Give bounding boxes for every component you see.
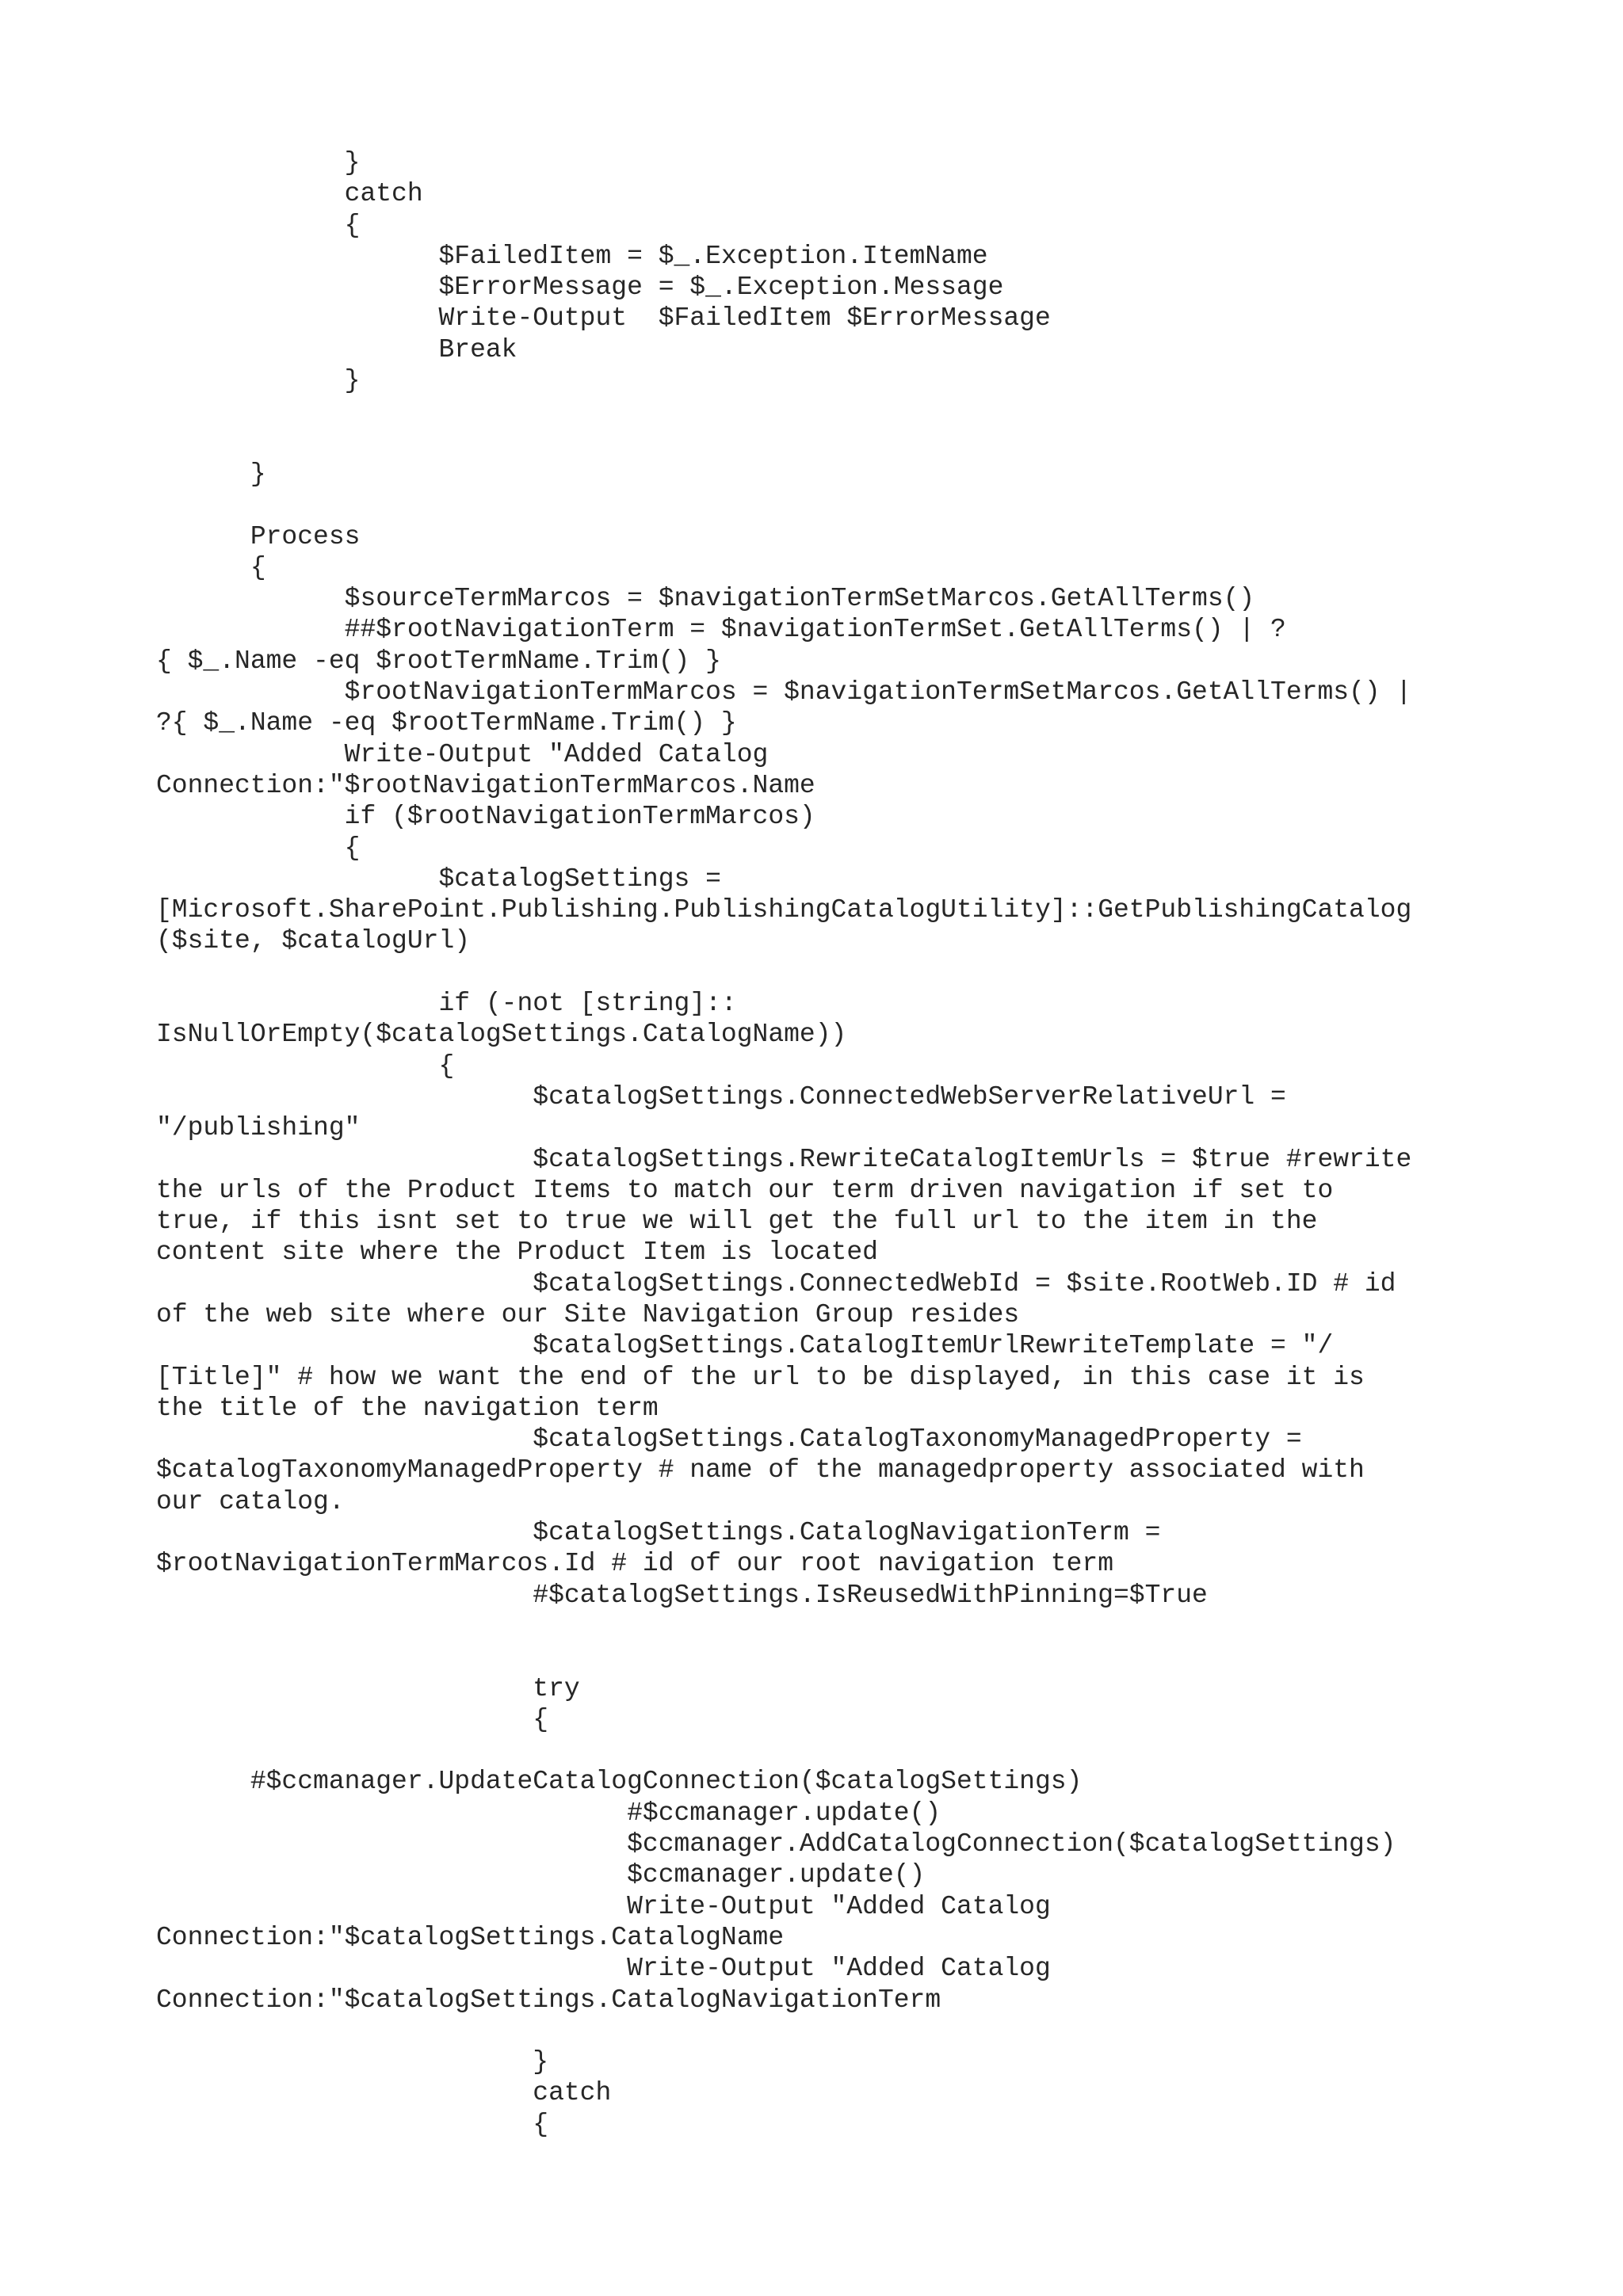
code-line — [156, 1642, 1487, 1672]
code-line: our catalog. — [156, 1486, 345, 1516]
code-line: Connection:"$rootNavigationTermMarcos.Name — [156, 770, 815, 800]
code-line: Break — [156, 334, 517, 364]
code-line: $catalogSettings.CatalogTaxonomyManagedProperty = — [156, 1425, 1302, 1455]
code-line: { — [156, 2109, 549, 2139]
code-line: { $_.Name -eq $rootTermName.Trim() } — [156, 646, 721, 676]
code-line: if ($rootNavigationTermMarcos) — [156, 802, 815, 832]
code-line: $catalogSettings.RewriteCatalogItemUrls = $true #rewrite — [156, 1144, 1412, 1174]
code-line: [Title]" # how we want the end of the url to be displayed, in this case it is — [156, 1362, 1365, 1392]
code-line: IsNullOrEmpty($catalogSettings.CatalogName)) — [156, 1020, 847, 1050]
code-line — [156, 490, 1487, 521]
code-line: $catalogTaxonomyManagedProperty # name of the managedproperty associated with — [156, 1455, 1365, 1486]
code-line: #$ccmanager.update() — [156, 1798, 941, 1828]
code-line: $catalogSettings = — [156, 864, 721, 894]
code-line: { — [156, 1704, 549, 1734]
code-line: $FailedItem = $_.Exception.ItemName — [156, 241, 988, 271]
code-line: { — [156, 1051, 455, 1081]
code-line: $rootNavigationTermMarcos.Id # id of our root navigation term — [156, 1549, 1113, 1579]
code-line: $sourceTermMarcos = $navigationTermSetMarcos.GetAllTerms() — [156, 584, 1255, 614]
code-line: { — [156, 552, 266, 582]
code-listing — [156, 147, 1487, 2140]
code-line: catch — [156, 2078, 612, 2108]
code-line: Connection:"$catalogSettings.CatalogNavigationTerm — [156, 1985, 941, 2015]
code-line: catch — [156, 179, 423, 209]
code-line: { — [156, 833, 361, 863]
code-line: [Microsoft.SharePoint.Publishing.PublishingCatalogUtility]::GetPublishingCatalog — [156, 895, 1412, 925]
code-line: of the web site where our Site Navigation Group resides — [156, 1299, 1020, 1329]
code-line: $catalogSettings.CatalogItemUrlRewriteTemplate = "/ — [156, 1331, 1334, 1361]
code-line — [156, 2016, 1487, 2046]
code-line: } — [156, 2047, 549, 2077]
code-line — [156, 1735, 1487, 1766]
code-line — [156, 957, 1487, 988]
code-line — [156, 428, 1487, 459]
code-line: Write-Output "Added Catalog — [156, 1954, 1051, 1984]
code-line: Write-Output "Added Catalog — [156, 739, 769, 769]
code-line: $ErrorMessage = $_.Exception.Message — [156, 273, 1004, 303]
code-line — [156, 1611, 1487, 1642]
code-line: if (-not [string]:: — [156, 989, 737, 1019]
code-line: true, if this isnt set to true we will get the full url to the item in the — [156, 1207, 1318, 1237]
code-line — [156, 396, 1487, 427]
code-line: Write-Output "Added Catalog — [156, 1891, 1051, 1921]
code-line: } — [156, 459, 266, 489]
code-line: the title of the navigation term — [156, 1393, 659, 1423]
code-line: { — [156, 210, 361, 240]
code-line: ?{ $_.Name -eq $rootTermName.Trim() } — [156, 708, 737, 738]
code-line: ($site, $catalogUrl) — [156, 926, 471, 956]
code-line: try — [156, 1673, 580, 1703]
code-line: Process — [156, 521, 361, 551]
code-line: "/publishing" — [156, 1113, 361, 1143]
code-line: $catalogSettings.ConnectedWebId = $site.RootWeb.ID # id — [156, 1268, 1396, 1299]
code-line: $ccmanager.AddCatalogConnection($catalogSettings) — [156, 1829, 1396, 1859]
code-line: #$ccmanager.UpdateCatalogConnection($catalogSettings) — [156, 1767, 1083, 1797]
code-line: $catalogSettings.ConnectedWebServerRelativeUrl = — [156, 1081, 1286, 1112]
code-line: Connection:"$catalogSettings.CatalogName — [156, 1922, 785, 1952]
code-line: ##$rootNavigationTerm = $navigationTermSet.GetAllTerms() | ? — [156, 615, 1286, 645]
code-line: $ccmanager.update() — [156, 1860, 926, 1890]
code-line: $catalogSettings.CatalogNavigationTerm = — [156, 1518, 1161, 1548]
code-line: $rootNavigationTermMarcos = $navigationTermSetMarcos.GetAllTerms() | — [156, 677, 1412, 707]
code-line: } — [156, 366, 361, 396]
code-line: Write-Output $FailedItem $ErrorMessage — [156, 303, 1051, 334]
code-line: } — [156, 148, 361, 177]
code-line: content site where the Product Item is located — [156, 1238, 878, 1268]
code-line: #$catalogSettings.IsReusedWithPinning=$True — [156, 1580, 1208, 1610]
code-line: the urls of the Product Items to match our term driven navigation if set to — [156, 1175, 1334, 1205]
